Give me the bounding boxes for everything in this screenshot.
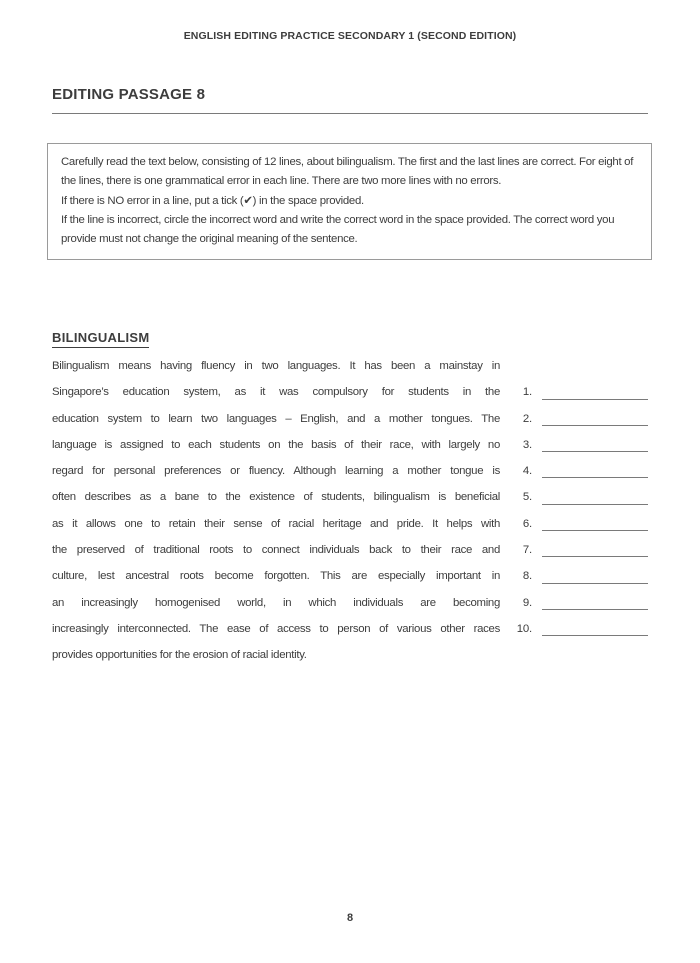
passage-line-number: 9.	[522, 596, 532, 609]
passage-line-number: 8.	[522, 570, 532, 583]
passage-line	[52, 406, 646, 432]
passage-line-text: provides opportunities for the erosion of racial identity.	[52, 649, 307, 662]
instruction-paragraph: If the line is incorrect, circle the incorrect word and write the correct word in the space provided. The correct word you provide must not change the original meaning of the sentence.	[61, 213, 615, 246]
page-number: 8	[346, 912, 354, 924]
passage-line-text: regard for personal preferences or fluency. Although learning a mother tongue is	[52, 465, 500, 478]
answer-blank	[542, 399, 648, 400]
passage-line-number: 10.	[516, 622, 532, 635]
instruction-paragraph: Carefully read the text below, consisting of 12 lines, about bilingualism. The first and the last lines are correct. For eight of the lines, there is one grammatical error in each line. There are two more lines with no errors.	[61, 156, 634, 188]
passage-line-number: 5.	[522, 491, 532, 504]
passage-line	[52, 353, 646, 379]
passage-line-number: 3.	[522, 438, 532, 451]
passage-line-text: increasingly interconnected. The ease of access to person of various other races	[52, 622, 500, 635]
passage-line-text: an increasingly homogenised world, in which individuals are becoming	[52, 596, 500, 609]
answer-blank	[542, 451, 648, 452]
section-title-rule	[52, 86, 648, 114]
passage-line	[52, 590, 646, 616]
answer-blank	[542, 635, 648, 636]
answer-blank	[542, 583, 648, 584]
passage-line-number: 7.	[522, 544, 532, 557]
answer-blank	[542, 425, 648, 426]
instruction-paragraph: If there is NO error in a line, put a tick (✔) in the space provided.	[61, 194, 364, 207]
passage-line-text: the preserved of traditional roots to connect individuals back to their race and	[52, 544, 500, 557]
passage-line	[52, 484, 646, 510]
section-title: EDITING PASSAGE 8	[52, 86, 206, 103]
answer-blank	[542, 556, 648, 557]
passage-line-number: 4.	[522, 465, 532, 478]
answer-blank	[542, 477, 648, 478]
book-header: ENGLISH EDITING PRACTICE SECONDARY 1 (SECOND EDITION)	[183, 30, 517, 42]
passage-line	[52, 537, 646, 563]
passage-line	[52, 642, 646, 668]
passage-line	[52, 563, 646, 589]
passage-line	[52, 511, 646, 537]
passage-line	[52, 432, 646, 458]
passage-line-text: culture, lest ancestral roots become forgotten. This are especially important in	[52, 570, 500, 583]
instruction-box	[47, 143, 652, 260]
passage-line-text: often describes as a bane to the existence of students, bilingualism is beneficial	[52, 491, 500, 504]
passage	[52, 353, 646, 669]
passage-line-text: Singapore’s education system, as it was compulsory for students in the	[52, 386, 500, 399]
passage-line	[52, 379, 646, 405]
passage-line-text: as it allows one to retain their sense of racial heritage and pride. It helps with	[52, 517, 500, 530]
passage-line-text: education system to learn two languages – English, and a mother tongues. The	[52, 412, 500, 425]
passage-title: BILINGUALISM	[52, 330, 149, 348]
answer-blank	[542, 609, 648, 610]
passage-line-text: Bilingualism means having fluency in two languages. It has been a mainstay in	[52, 360, 500, 372]
passage-line-number: 6.	[522, 517, 532, 530]
passage-line	[52, 616, 646, 642]
answer-blank	[542, 504, 648, 505]
passage-line-number: 1.	[522, 386, 532, 399]
answer-blank	[542, 530, 648, 531]
passage-line-number: 2.	[522, 412, 532, 425]
passage-line	[52, 458, 646, 484]
passage-line-text: language is assigned to each students on the basis of their race, with largely no	[52, 438, 500, 451]
